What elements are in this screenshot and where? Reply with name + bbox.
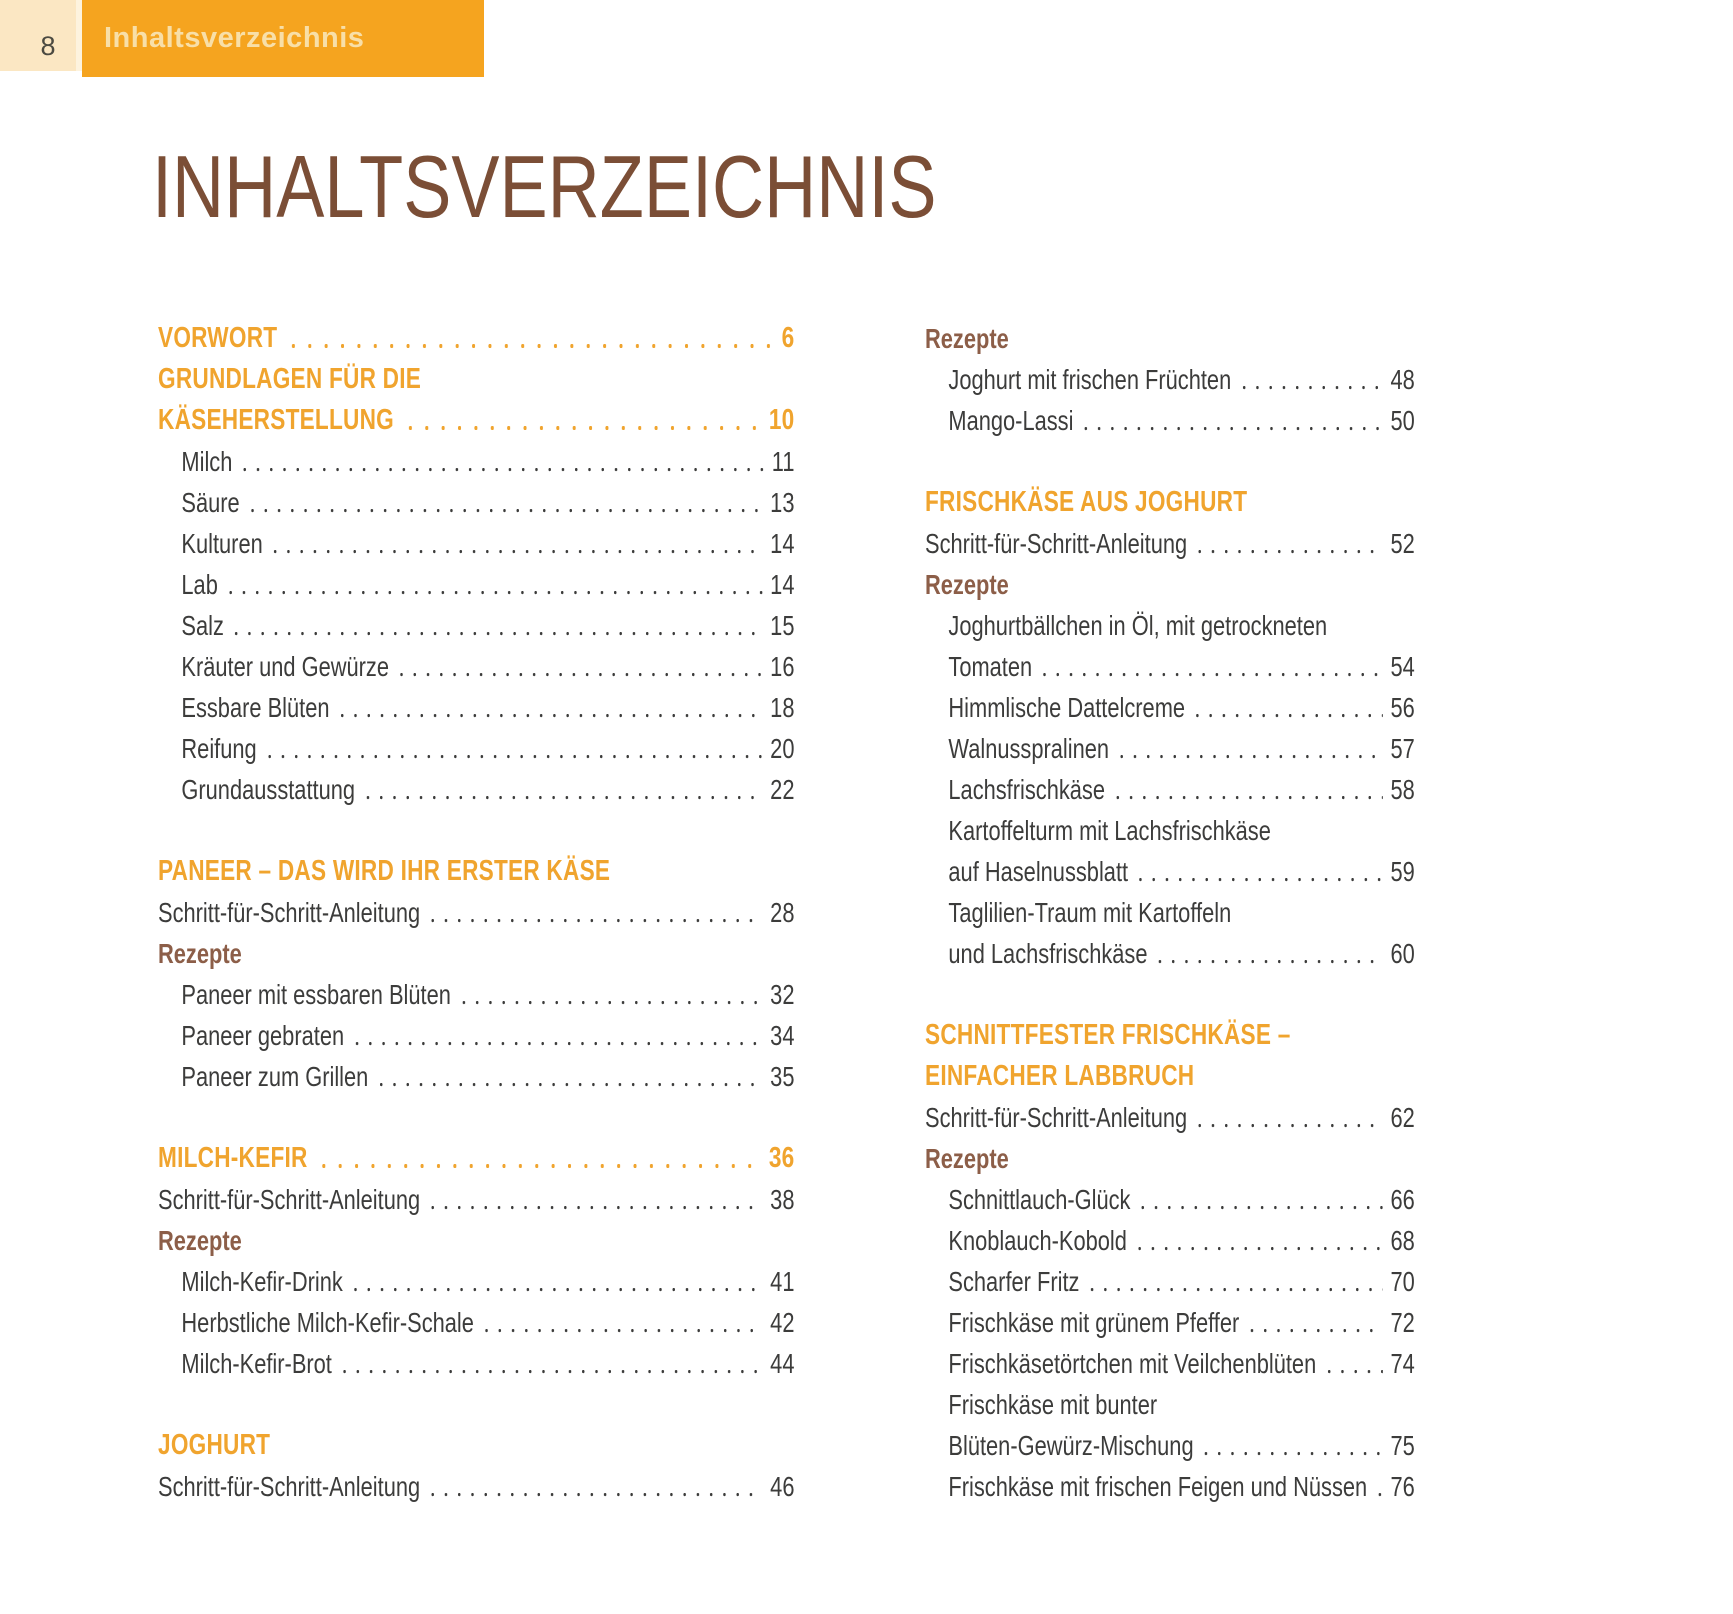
dot-leader xyxy=(1197,523,1383,564)
toc-row-sub xyxy=(925,1343,1415,1384)
toc-entry-label: Frischkäse mit frischen Feigen und Nüssen xyxy=(948,1471,1368,1502)
toc-page-number: 44 xyxy=(770,1348,795,1379)
toc-page-number: 70 xyxy=(1390,1266,1415,1297)
toc-row-sub xyxy=(925,605,1415,646)
dot-leader xyxy=(233,605,762,646)
toc-row-sub xyxy=(925,933,1415,974)
toc-row-sub xyxy=(925,1220,1415,1261)
toc-entry-label: Paneer mit essbaren Blüten xyxy=(181,979,451,1010)
toc-row-sub xyxy=(158,441,794,482)
toc-entry-label: Schritt-für-Schritt-Anleitung xyxy=(925,528,1188,559)
toc-page-number: 56 xyxy=(1390,692,1415,723)
dot-leader xyxy=(352,1261,762,1302)
toc-page-number: 60 xyxy=(1390,938,1415,969)
toc-row-sub xyxy=(158,769,794,810)
toc-row-sub xyxy=(925,1179,1415,1220)
dot-leader xyxy=(1118,728,1382,769)
toc-page-number: 58 xyxy=(1390,774,1415,805)
dot-leader xyxy=(339,687,763,728)
toc-row-sub xyxy=(925,810,1415,851)
toc-page-number: 62 xyxy=(1390,1102,1415,1133)
toc-page-number: 10 xyxy=(768,404,795,436)
dot-leader xyxy=(1241,359,1383,400)
toc-row-sub xyxy=(158,523,794,564)
dot-leader xyxy=(242,441,764,482)
toc-entry-label: Milch-Kefir-Brot xyxy=(181,1348,332,1379)
toc-page-number: 59 xyxy=(1390,856,1415,887)
toc-entry-label: Lab xyxy=(181,569,218,600)
toc-entry-label: SCHNITTFESTER FRISCHKÄSE – xyxy=(925,1019,1291,1051)
dot-leader xyxy=(378,1056,763,1097)
dot-leader xyxy=(1137,851,1382,892)
dot-leader xyxy=(227,564,762,605)
toc-entry-label: KÄSEHERSTELLUNG xyxy=(158,404,395,436)
toc-entry-label: Schritt-für-Schritt-Anleitung xyxy=(158,1184,421,1215)
toc-row-entry xyxy=(158,892,794,933)
dot-leader xyxy=(319,1138,763,1179)
toc-row-sub xyxy=(158,1015,794,1056)
toc-entry-label: Blüten-Gewürz-Mischung xyxy=(948,1430,1194,1461)
dot-leader xyxy=(1326,1343,1383,1384)
toc-entry-label: Frischkäsetörtchen mit Veilchenblüten xyxy=(948,1348,1317,1379)
toc-entry-label: Joghurtbällchen in Öl, mit getrockneten xyxy=(948,610,1328,641)
toc-row-sub xyxy=(158,1302,794,1343)
dot-leader xyxy=(1042,646,1383,687)
toc-spacer xyxy=(158,810,794,851)
toc-row-rezepte xyxy=(925,318,1415,359)
dot-leader xyxy=(266,728,762,769)
toc-entry-label: Himmlische Dattelcreme xyxy=(948,692,1186,723)
toc-column-right xyxy=(925,318,1415,1507)
toc-page-number: 41 xyxy=(770,1266,795,1297)
toc-row-sub xyxy=(925,1384,1415,1425)
toc-row-chapter xyxy=(925,482,1415,523)
dot-leader xyxy=(1203,1425,1383,1466)
dot-leader xyxy=(1089,1261,1383,1302)
toc-entry-label: Reifung xyxy=(181,733,257,764)
toc-row-sub xyxy=(158,1261,794,1302)
toc-page-number: 52 xyxy=(1390,528,1415,559)
toc-entry-label: PANEER – DAS WIRD IHR ERSTER KÄSE xyxy=(158,855,611,887)
toc-page-number: 13 xyxy=(770,487,795,518)
chapter-kicker-bar xyxy=(82,0,484,77)
toc-row-chapter xyxy=(158,1138,794,1179)
toc-entry-label: Lachsfrischkäse xyxy=(948,774,1105,805)
toc-entry-label: Milch xyxy=(181,446,233,477)
toc-row-chapter xyxy=(158,318,794,359)
toc-page-number: 68 xyxy=(1390,1225,1415,1256)
dot-leader xyxy=(1136,1220,1382,1261)
dot-leader xyxy=(1249,1302,1383,1343)
toc-entry-label: Rezepte xyxy=(158,938,242,969)
toc-row-rezepte xyxy=(158,933,794,974)
toc-page-number: 34 xyxy=(770,1020,795,1051)
toc-entry-label: Rezepte xyxy=(925,323,1009,354)
toc-entry-label: JOGHURT xyxy=(158,1429,271,1461)
dot-leader xyxy=(1157,933,1383,974)
toc-row-sub xyxy=(158,974,794,1015)
toc-page-number: 32 xyxy=(770,979,795,1010)
toc-entry-label: FRISCHKÄSE AUS JOGHURT xyxy=(925,486,1248,518)
toc-entry-label: Rezepte xyxy=(925,1143,1009,1174)
toc-page-number: 46 xyxy=(770,1471,795,1502)
toc-entry-label: Schritt-für-Schritt-Anleitung xyxy=(925,1102,1188,1133)
dot-leader xyxy=(398,646,762,687)
toc-page-number: 16 xyxy=(770,651,795,682)
toc-row-sub xyxy=(925,687,1415,728)
dot-leader xyxy=(341,1343,762,1384)
toc-page-number: 38 xyxy=(770,1184,795,1215)
toc-row-rezepte xyxy=(925,1138,1415,1179)
toc-entry-label: Kräuter und Gewürze xyxy=(181,651,389,682)
dot-leader xyxy=(364,769,762,810)
toc-row-rezepte xyxy=(925,564,1415,605)
toc-page-number: 50 xyxy=(1390,405,1415,436)
dot-leader xyxy=(1197,1097,1383,1138)
toc-entry-label: Schnittlauch-Glück xyxy=(948,1184,1131,1215)
kicker-label: Inhaltsverzeichnis xyxy=(104,22,365,54)
toc-row-sub xyxy=(925,851,1415,892)
dot-leader xyxy=(1140,1179,1383,1220)
toc-page-number: 14 xyxy=(770,528,795,559)
toc-page-number: 6 xyxy=(781,322,795,354)
toc-spacer xyxy=(925,441,1415,482)
toc-entry-label: Paneer zum Grillen xyxy=(181,1061,369,1092)
toc-row-sub xyxy=(158,687,794,728)
toc-page-number: 36 xyxy=(768,1142,795,1174)
toc-page-number: 76 xyxy=(1390,1471,1415,1502)
toc-page-number: 20 xyxy=(770,733,795,764)
folio-strip xyxy=(0,0,76,71)
dot-leader xyxy=(430,1466,763,1507)
toc-row-sub xyxy=(158,646,794,687)
toc-entry-label: Frischkäse mit grünem Pfeffer xyxy=(948,1307,1240,1338)
toc-row-entry xyxy=(158,1466,794,1507)
toc-page-number: 74 xyxy=(1390,1348,1415,1379)
toc-page-number: 28 xyxy=(770,897,795,928)
toc-spacer xyxy=(925,974,1415,1015)
toc-row-sub xyxy=(158,1343,794,1384)
toc-entry-label: Paneer gebraten xyxy=(181,1020,345,1051)
toc-spacer xyxy=(158,1097,794,1138)
dot-leader xyxy=(288,318,775,359)
toc-row-sub xyxy=(925,359,1415,400)
toc-entry-label: Schritt-für-Schritt-Anleitung xyxy=(158,1471,421,1502)
toc-page-number: 66 xyxy=(1390,1184,1415,1215)
toc-page-number: 15 xyxy=(770,610,795,641)
toc-page-number: 72 xyxy=(1390,1307,1415,1338)
toc-entry-label: Schritt-für-Schritt-Anleitung xyxy=(158,897,421,928)
toc-entry-label: Herbstliche Milch-Kefir-Schale xyxy=(181,1307,474,1338)
toc-page-number: 18 xyxy=(770,692,795,723)
toc-row-sub xyxy=(925,1261,1415,1302)
dot-leader xyxy=(430,1179,763,1220)
toc-row-sub xyxy=(925,1302,1415,1343)
toc-entry-label: MILCH-KEFIR xyxy=(158,1142,308,1174)
dot-leader xyxy=(460,974,762,1015)
toc-entry-label: Kartoffelturm mit Lachsfrischkäse xyxy=(948,815,1271,846)
toc-page-number: 57 xyxy=(1390,733,1415,764)
toc-entry-label: Mango-Lassi xyxy=(948,405,1074,436)
toc-row-sub xyxy=(158,728,794,769)
dot-leader xyxy=(1114,769,1382,810)
dot-leader xyxy=(405,400,763,441)
toc-row-sub xyxy=(158,564,794,605)
toc-page-number: 11 xyxy=(771,446,795,477)
folio-page-number: 8 xyxy=(40,31,56,61)
toc-entry-label: GRUNDLAGEN FÜR DIE xyxy=(158,363,422,395)
toc-row-sub xyxy=(925,646,1415,687)
toc-entry-label: auf Haselnussblatt xyxy=(948,856,1129,887)
toc-row-entry xyxy=(925,1097,1415,1138)
dot-leader xyxy=(249,482,762,523)
toc-column-left xyxy=(158,318,794,1507)
dot-leader xyxy=(1377,1466,1383,1507)
toc-row-chapter xyxy=(925,1056,1415,1097)
toc-row-rezepte xyxy=(158,1220,794,1261)
toc-row-sub xyxy=(925,728,1415,769)
toc-row-sub xyxy=(925,769,1415,810)
dot-leader xyxy=(483,1302,762,1343)
toc-row-sub xyxy=(925,892,1415,933)
dot-leader xyxy=(1083,400,1383,441)
page-title: INHALTSVERZEICHNIS xyxy=(152,137,937,236)
toc-page-number: 14 xyxy=(770,569,795,600)
toc-row-sub xyxy=(925,1466,1415,1507)
toc-row-entry xyxy=(925,523,1415,564)
toc-entry-label: VORWORT xyxy=(158,322,278,354)
toc-row-sub xyxy=(925,400,1415,441)
toc-row-entry xyxy=(158,1179,794,1220)
toc-spacer xyxy=(158,1384,794,1425)
toc-row-sub xyxy=(158,1056,794,1097)
toc-entry-label: Taglilien-Traum mit Kartoffeln xyxy=(948,897,1232,928)
toc-row-sub xyxy=(158,605,794,646)
toc-row-chapter xyxy=(925,1015,1415,1056)
dot-leader xyxy=(272,523,762,564)
toc-page-number: 42 xyxy=(770,1307,795,1338)
dot-leader xyxy=(353,1015,762,1056)
toc-entry-label: Salz xyxy=(181,610,224,641)
toc-page-number: 48 xyxy=(1390,364,1415,395)
toc-row-chapter xyxy=(158,1425,794,1466)
toc-entry-label: Kulturen xyxy=(181,528,263,559)
toc-row-chapter xyxy=(158,851,794,892)
toc-entry-label: und Lachsfrischkäse xyxy=(948,938,1148,969)
toc-page-number: 35 xyxy=(770,1061,795,1092)
dot-leader xyxy=(430,892,763,933)
toc-entry-label: Rezepte xyxy=(158,1225,242,1256)
toc-entry-label: Säure xyxy=(181,487,240,518)
toc-entry-label: Rezepte xyxy=(925,569,1009,600)
toc-row-chapter xyxy=(158,400,794,441)
toc-row-sub xyxy=(158,482,794,523)
toc-entry-label: Joghurt mit frischen Früchten xyxy=(948,364,1232,395)
toc-entry-label: Frischkäse mit bunter xyxy=(948,1389,1158,1420)
toc-entry-label: Milch-Kefir-Drink xyxy=(181,1266,343,1297)
toc-page-number: 22 xyxy=(770,774,795,805)
dot-leader xyxy=(1194,687,1382,728)
toc-page-number: 54 xyxy=(1390,651,1415,682)
toc-entry-label: Walnusspralinen xyxy=(948,733,1110,764)
toc-page-number: 75 xyxy=(1390,1430,1415,1461)
toc-entry-label: Tomaten xyxy=(948,651,1033,682)
toc-entry-label: EINFACHER LABBRUCH xyxy=(925,1060,1195,1092)
toc-row-chapter xyxy=(158,359,794,400)
toc-entry-label: Knoblauch-Kobold xyxy=(948,1225,1127,1256)
toc-entry-label: Essbare Blüten xyxy=(181,692,330,723)
toc-entry-label: Scharfer Fritz xyxy=(948,1266,1080,1297)
toc-entry-label: Grundausstattung xyxy=(181,774,356,805)
toc-row-sub xyxy=(925,1425,1415,1466)
